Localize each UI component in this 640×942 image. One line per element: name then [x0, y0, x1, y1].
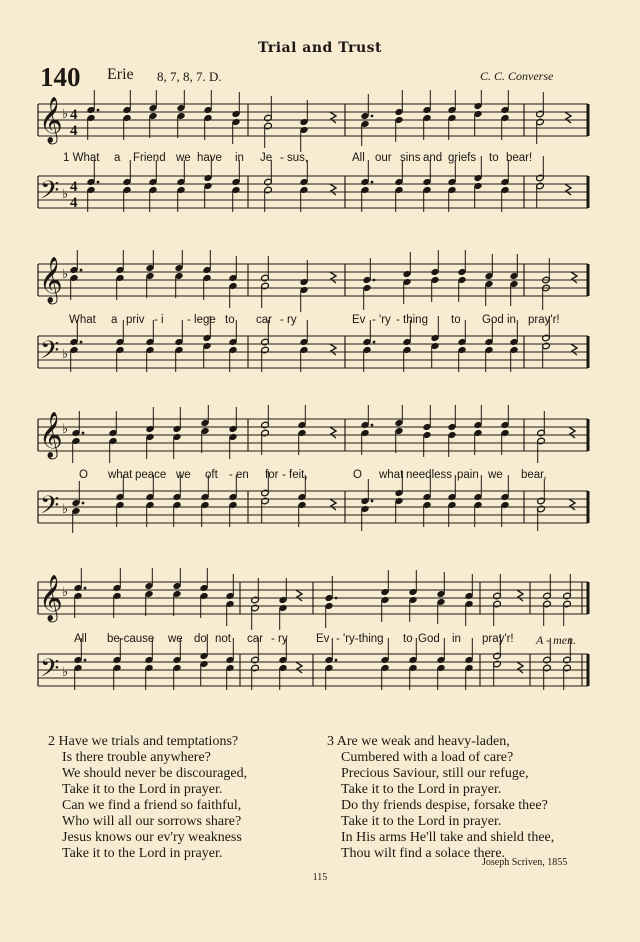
lyric-syllable: - thing: [396, 314, 428, 326]
lyric-syllable: we: [488, 469, 503, 481]
time-signature-top: 4: [70, 179, 78, 195]
verse-line: 3 Are we weak and heavy-laden,: [327, 734, 510, 749]
lyric-syllable: peace: [135, 469, 167, 481]
lyric-syllable: a: [111, 314, 118, 326]
dot: [335, 659, 338, 662]
quarter-rest-icon: [571, 344, 577, 355]
lyric-syllable: sins: [400, 152, 421, 164]
verse-line: Can we find a friend so faithful,: [62, 798, 242, 813]
flat-sign-icon: ♭: [62, 107, 69, 122]
lyric-syllable: God: [482, 314, 504, 326]
lyric-syllable: O: [79, 469, 88, 481]
meter: 8, 7, 8, 7. D.: [157, 69, 222, 84]
quarter-rest-icon: [330, 272, 336, 283]
lyric-syllable: in: [507, 314, 516, 326]
lyric-syllable: Ev: [352, 314, 366, 326]
lyric-syllable: car: [247, 633, 263, 645]
dot: [373, 341, 376, 344]
quarter-rest-icon: [296, 662, 302, 673]
lyricist-credit: Joseph Scriven, 1855: [482, 857, 568, 868]
dot: [335, 597, 338, 600]
dot: [97, 109, 100, 112]
page-number: 115: [312, 872, 328, 883]
flat-sign-icon: ♭: [62, 585, 69, 600]
verse-line: Do thy friends despise, forsake thee?: [341, 798, 548, 813]
treble-clef-icon: 𝄞: [39, 97, 63, 143]
lyric-syllable: in: [452, 633, 461, 645]
dot: [80, 269, 83, 272]
quarter-rest-icon: [565, 184, 571, 195]
dot: [82, 502, 85, 505]
lyric-syllable: we: [176, 469, 191, 481]
lyric-syllable: Je: [260, 152, 273, 164]
lyric-syllable: - en: [229, 469, 249, 481]
bass-clef-icon: 𝄢: [40, 491, 60, 526]
verse-line: Who will all our sorrows share?: [62, 814, 242, 829]
time-signature-top: 4: [70, 107, 78, 123]
lyric-syllable: What: [69, 314, 96, 326]
lyric-syllable: - ry: [271, 633, 288, 645]
flat-sign-icon: ♭: [62, 422, 69, 437]
quarter-rest-icon: [330, 427, 336, 438]
verse-line: 2 Have we trials and temptations?: [48, 734, 239, 749]
lyric-syllable: - feit,: [282, 469, 308, 481]
quarter-rest-icon: [330, 499, 336, 510]
lyric-syllable: to: [225, 314, 235, 326]
lyric-syllable: what: [108, 469, 133, 481]
lyric-syllable: - 'ry: [372, 314, 391, 326]
dot: [97, 181, 100, 184]
lyric-syllable: pain: [457, 469, 479, 481]
lyric-syllable: what: [379, 469, 404, 481]
quarter-rest-icon: [330, 184, 336, 195]
flat-sign-icon: ♭: [62, 502, 69, 517]
lyric-syllable: O: [353, 469, 362, 481]
dot: [84, 659, 87, 662]
hymn-section-title: Trial and Trust: [257, 40, 383, 56]
verse-line: Precious Saviour, still our refuge,: [341, 766, 529, 781]
verse-3: [327, 734, 554, 862]
lyric-syllable: All: [74, 633, 87, 645]
lyric-syllable: pray'r!: [528, 314, 560, 326]
quarter-rest-icon: [565, 112, 571, 123]
dot: [82, 432, 85, 435]
lyric-syllable: in: [235, 152, 244, 164]
lyric-syllable: 1 What: [63, 152, 100, 164]
lyric-syllable: All: [352, 152, 365, 164]
quarter-rest-icon: [517, 590, 523, 601]
treble-clef-icon: 𝄞: [39, 412, 63, 458]
lyric-syllable: pray'r!: [482, 633, 514, 645]
lyric-syllable: Ev: [316, 633, 330, 645]
quarter-rest-icon: [569, 427, 575, 438]
quarter-rest-icon: [517, 662, 523, 673]
verse-2: [48, 734, 247, 862]
lyric-syllable: to: [403, 633, 413, 645]
verse-line: We should never be discouraged,: [62, 766, 248, 781]
treble-clef-icon: 𝄞: [39, 575, 63, 621]
verse-line: Take it to the Lord in prayer.: [62, 782, 223, 797]
lyric-syllable: to: [489, 152, 499, 164]
time-signature-bottom: 4: [70, 123, 78, 139]
tune-name: Erie: [107, 66, 134, 83]
dot: [373, 279, 376, 282]
dot: [371, 115, 374, 118]
lyric-syllable: - i: [154, 314, 164, 326]
quarter-rest-icon: [330, 112, 336, 123]
verse-line: Cumbered with a load of care?: [341, 750, 514, 765]
verse-line: Jesus knows our ev'ry weakness: [62, 830, 242, 845]
quarter-rest-icon: [569, 499, 575, 510]
lyric-syllable: for: [265, 469, 279, 481]
verse-line: In His arms He'll take and shield thee,: [341, 830, 555, 845]
hymn-number: 140: [40, 62, 81, 92]
lyric-syllable: a: [114, 152, 121, 164]
lyric-syllable: Friend: [133, 152, 166, 164]
lyric-syllable: bear!: [506, 152, 533, 164]
amen-lyric: A - men.: [536, 633, 577, 647]
quarter-rest-icon: [571, 272, 577, 283]
dot: [84, 587, 87, 590]
lyric-syllable: needless: [406, 469, 453, 481]
lyric-syllable: car: [256, 314, 272, 326]
verse-line: Take it to the Lord in prayer.: [341, 782, 502, 797]
dot: [371, 424, 374, 427]
flat-sign-icon: ♭: [62, 187, 69, 202]
dot: [371, 181, 374, 184]
lyric-syllable: be-cause: [107, 633, 155, 645]
lyric-syllable: to: [451, 314, 461, 326]
bass-clef-icon: 𝄢: [40, 654, 60, 689]
dot: [80, 341, 83, 344]
time-signature-bottom: 4: [70, 195, 78, 211]
lyric-syllable: - lege: [187, 314, 216, 326]
flat-sign-icon: ♭: [62, 347, 69, 362]
lyric-syllable: we: [168, 633, 183, 645]
lyric-syllable: and: [423, 152, 443, 164]
lyric-syllable: - ry: [280, 314, 297, 326]
flat-sign-icon: ♭: [62, 665, 69, 680]
verse-line: Is there trouble anywhere?: [62, 750, 211, 765]
treble-clef-icon: 𝄞: [39, 257, 63, 303]
bass-clef-icon: 𝄢: [40, 176, 60, 211]
quarter-rest-icon: [330, 344, 336, 355]
lyric-syllable: bear,: [521, 469, 547, 481]
dot: [371, 500, 374, 503]
lyric-syllable: do: [194, 633, 207, 645]
flat-sign-icon: ♭: [62, 267, 69, 282]
lyric-syllable: oft: [205, 469, 218, 481]
lyric-syllable: priv: [126, 314, 145, 326]
lyric-syllable: we: [176, 152, 191, 164]
lyric-syllable: not: [215, 633, 231, 645]
composer: C. C. Converse: [480, 69, 554, 83]
bass-clef-icon: 𝄢: [40, 336, 60, 371]
quarter-rest-icon: [296, 590, 302, 601]
lyric-syllable: our: [375, 152, 392, 164]
lyric-syllable: - sus,: [280, 152, 309, 164]
verse-line: Take it to the Lord in prayer.: [62, 846, 223, 861]
lyric-syllable: griefs: [448, 152, 477, 164]
lyric-syllable: God: [418, 633, 440, 645]
verse-line: Take it to the Lord in prayer.: [341, 814, 502, 829]
lyric-syllable: - 'ry-thing: [336, 633, 384, 645]
verse-line: Thou wilt find a solace there.: [341, 846, 506, 861]
lyric-syllable: have: [197, 152, 222, 164]
music-system-1: [0, 90, 640, 240]
